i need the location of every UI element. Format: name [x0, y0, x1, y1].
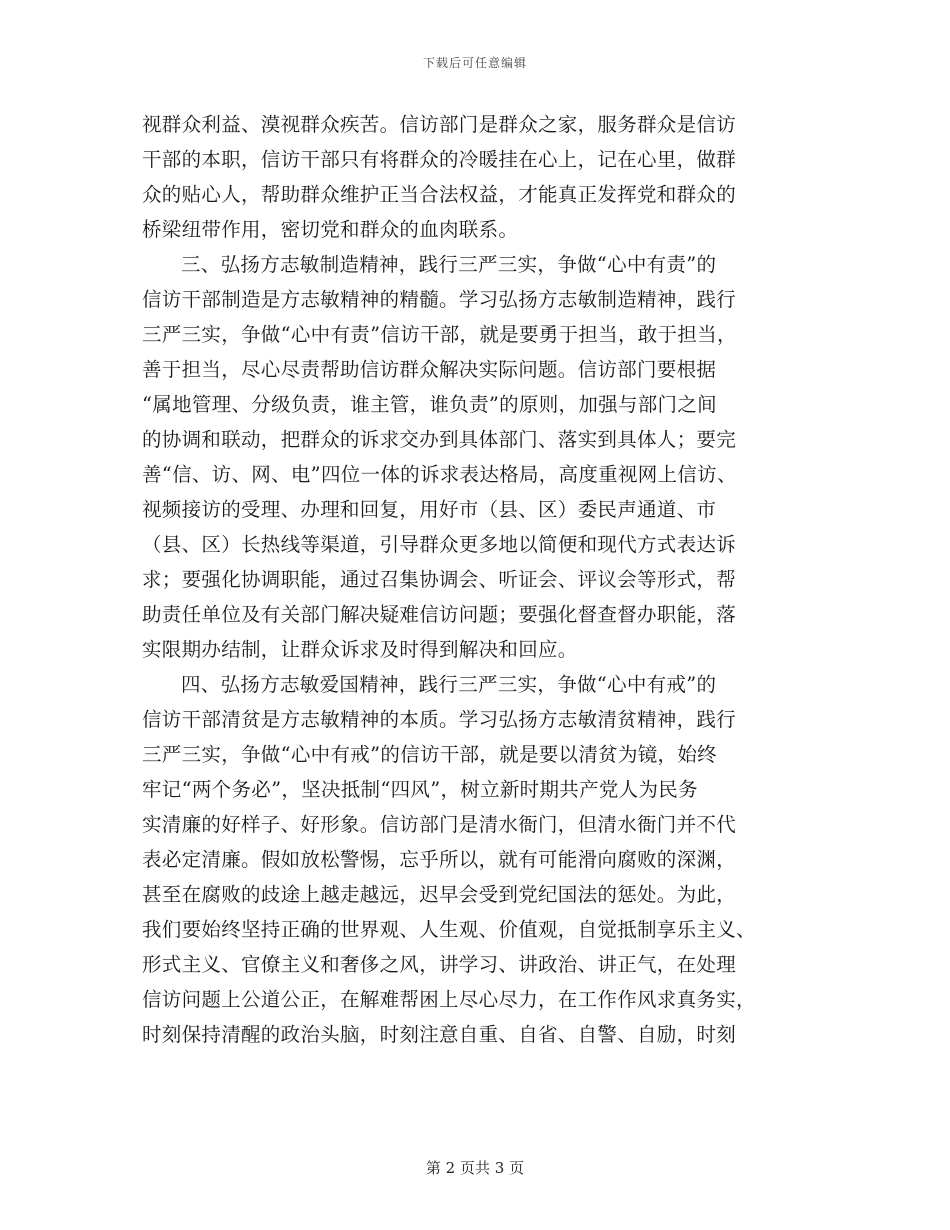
text-line: 实清廉的好样子、好形象。信访部门是清水衙门，但清水衙门并不代 — [142, 813, 737, 836]
text-line: 桥梁纽带作用，密切党和群众的血肉联系。 — [142, 218, 519, 241]
text-line: 求；要强化协调职能，通过召集协调会、听证会、评议会等形式，帮 — [142, 568, 737, 591]
text-line: 善于担当，尽心尽责帮助信访群众解决实际问题。信访部门要根据 — [142, 358, 717, 381]
text-line: 善“信、访、网、电”四位一体的诉求表达格局，高度重视网上信访、 — [142, 463, 737, 486]
text-line: 信访问题上公道公正，在解难帮困上尽心尽力，在工作作风求真务实， — [142, 988, 756, 1011]
text-line: 形式主义、官僚主义和奢侈之风，讲学习、讲政治、讲正气，在处理 — [142, 953, 737, 976]
text-line: 助责任单位及有关部门解决疑难信访问题；要强化督查督办职能，落 — [142, 603, 737, 626]
text-line: 甚至在腐败的歧途上越走越远，迟早会受到党纪国法的惩处。为此， — [142, 883, 737, 906]
section-heading-line: 四、弘扬方志敏爱国精神，践行三严三实，争做“心中有戒”的 — [181, 673, 717, 696]
text-line: 的协调和联动，把群众的诉求交办到具体部门、落实到具体人；要完 — [142, 428, 737, 451]
text-line: 信访干部清贫是方志敏精神的本质。学习弘扬方志敏清贫精神，践行 — [142, 708, 737, 731]
text-line: “属地管理、分级负责，谁主管，谁负责”的原则，加强与部门之间 — [142, 393, 717, 416]
text-line: 表必定清廉。假如放松警惕，忘乎所以，就有可能滑向腐败的深渊， — [142, 848, 737, 871]
page-header-note: 下载后可任意编辑 — [422, 56, 527, 70]
text-line: 时刻保持清醒的政治头脑，时刻注意自重、自省、自警、自励，时刻 — [142, 1023, 737, 1046]
text-line: 视群众利益、漠视群众疾苦。信访部门是群众之家，服务群众是信访 — [142, 113, 737, 136]
text-line: 实限期办结制，让群众诉求及时得到解决和回应。 — [142, 638, 578, 661]
text-line: 牢记“两个务必”，坚决抵制“四风”，树立新时期共产党人为民务 — [142, 778, 698, 801]
section-heading-line: 三、弘扬方志敏制造精神，践行三严三实，争做“心中有责”的 — [181, 253, 717, 276]
text-line: 视频接访的受理、办理和回复，用好市（县、区）委民声通道、市 — [142, 498, 717, 521]
document-body — [142, 107, 802, 1052]
text-line: 三严三实，争做“心中有戒”的信访干部，就是要以清贫为镜，始终 — [142, 743, 717, 766]
page-number-footer: 第 2 页共 3 页 — [425, 1159, 525, 1177]
text-line: 众的贴心人，帮助群众维护正当合法权益，才能真正发挥党和群众的 — [142, 183, 737, 206]
text-line: 三严三实，争做“心中有责”信访干部，就是要勇于担当，敢于担当， — [142, 323, 737, 346]
text-line: 干部的本职，信访干部只有将群众的冷暖挂在心上，记在心里，做群 — [142, 148, 737, 171]
text-line: （县、区）长热线等渠道，引导群众更多地以简便和现代方式表达诉 — [142, 533, 737, 556]
text-line: 信访干部制造是方志敏精神的精髓。学习弘扬方志敏制造精神，践行 — [142, 288, 737, 311]
text-line: 我们要始终坚持正确的世界观、人生观、价值观，自觉抵制享乐主义、 — [142, 918, 756, 941]
